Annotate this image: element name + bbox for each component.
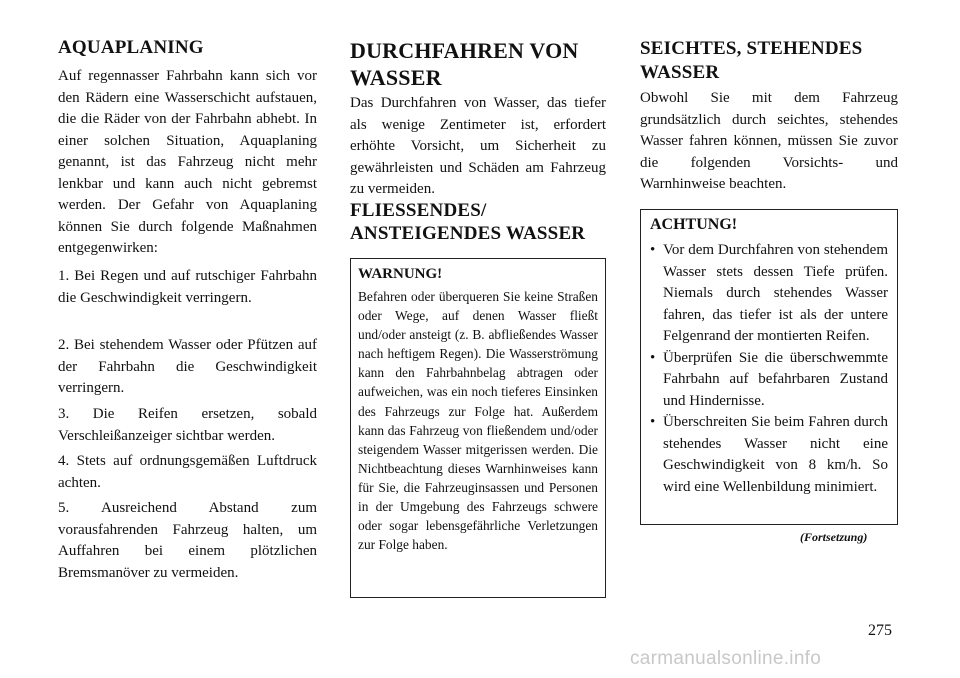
heading-aquaplaning: AQUAPLANING [58,37,204,58]
caution-item-text: Vor dem Durchfahren von stehendem Wasser stets dessen Tiefe prüfen. Niemals durch stehendes Wasser fahren, das tiefer ist als der untere Felgenrand der montierten Reifen. [663,242,888,344]
caution-item-text: Überprüfen Sie die überschwemmte Fahrbahn auf befahrbaren Zustand und Hindernisse. [663,349,888,409]
caution-title: ACHTUNG! [650,216,738,233]
aquaplaning-step-2: 2. Bei stehendem Wasser oder Pfützen auf der Fahrbahn die Geschwindigkeit verringern. [58,337,317,396]
aquaplaning-intro: Auf regennasser Fahrbahn kann sich vor den Rädern eine Wasserschicht aufstauen, die die Räder von der Fahrbahn abhebt. In einer solchen Situation, Aquaplaning genannt, ist das Fahrzeug nicht mehr lenkbar und kann auch nicht gebremst werden. Der Gefahr von Aquaplaning können Sie durch folgende Maßnahmen entgegenwirken: [58,68,317,256]
warning-title: WARNUNG! [358,266,443,282]
bullet-icon: • [650,242,656,258]
page-number: 275 [868,622,892,639]
caution-item-text: Überschreiten Sie beim Fahren durch stehendes Wasser nicht eine Geschwindigkeit von 8 km/h. So wird eine Wellenbildung minimiert. [663,414,888,495]
heading-fliessendes: FLIESSENDES/ ANSTEIGENDES WASSER [350,200,586,244]
aquaplaning-step-1: 1. Bei Regen und auf rutschiger Fahrbahn die Geschwindigkeit verringern. [58,268,317,306]
aquaplaning-step-3: 3. Die Reifen ersetzen, sobald Verschleißanzeiger sichtbar werden. [58,406,317,444]
durchfahren-intro: Das Durchfahren von Wasser, das tiefer als wenige Zentimeter ist, erfordert erhöhte Vorsicht, um Sicherheit zu gewährleisten und Schäden am Fahrzeug zu vermeiden. [350,95,606,197]
bullet-icon: • [650,349,656,366]
caution-item [650,240,888,348]
caution-item [650,412,888,498]
caution-item [650,348,888,413]
warning-box [350,258,606,598]
heading-seichtes: SEICHTES, STEHENDES WASSER [640,38,863,83]
warning-text: Befahren oder überqueren Sie keine Straßen oder Wege, auf denen Wasser fließt und/oder ansteigt (z. B. abfließendes Wasser nach heftigem Regen). Die Wasserströmung kann den Fahrbahnbelag abtragen oder aufweichen, was ein noch tieferes Einsinken des Fahrzeugs zur Folge hat. Außerdem kann das Fahrzeug von fließendem und/oder steigendem Wasser mitgerissen werden. Die Nichtbeachtung dieses Warnhinweises kann für Sie, die Fahrzeuginsassen und Personen in der Umgebung des Fahrzeugs schwere oder sogar lebensgefährliche Verletzungen zur Folge haben. [358,289,598,553]
heading-durchfahren: DURCHFAHREN VON WASSER [350,38,579,90]
continued-note: (Fortsetzung) [800,530,868,544]
aquaplaning-step-5: 5. Ausreichend Abstand zum vorausfahrenden Fahrzeug halten, um Auffahren bei einem plötzlichen Bremsmanöver zu vermeiden. [58,500,317,581]
bullet-icon: • [650,414,656,430]
watermark: carmanualsonline.info [630,648,822,669]
caution-box [640,209,898,525]
caution-list [650,240,888,498]
seichtes-intro: Obwohl Sie mit dem Fahrzeug grundsätzlich durch seichtes, stehendes Wasser fahren können, müssen Sie zuvor die folgenden Vorsichts- und Warnhinweise beachten. [640,90,898,192]
aquaplaning-step-4: 4. Stets auf ordnungsgemäßen Luftdruck achten. [58,453,317,491]
